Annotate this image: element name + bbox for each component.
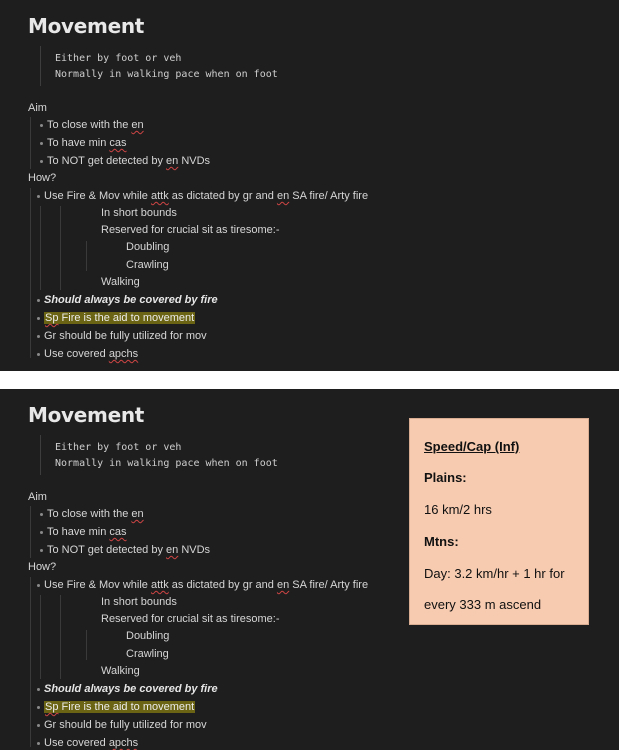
list-item[interactable]: To have min cas [47, 137, 127, 149]
aim-heading: Aim [28, 491, 47, 503]
sub-item[interactable]: Reserved for crucial sit as tiresome:- [101, 613, 280, 625]
bullet-dot [37, 353, 40, 356]
sub-sub-item[interactable]: Crawling [126, 648, 169, 660]
indent-guide [86, 630, 87, 660]
sub-sub-item[interactable]: Doubling [126, 630, 170, 642]
list-item[interactable]: Sp Fire is the aid to movement [45, 312, 195, 324]
list-item[interactable]: Gr should be fully utilized for mov [44, 719, 207, 731]
bullet-dot [37, 706, 40, 709]
list-item[interactable]: Use Fire & Mov while attk as dictated by gr and en SA fire/ Arty fire [44, 579, 369, 591]
list-item[interactable]: Sp Fire is the aid to movement [45, 701, 195, 713]
indent-guide [40, 206, 41, 290]
sub-item[interactable]: Reserved for crucial sit as tiresome:- [101, 224, 280, 236]
list-item[interactable]: Use Fire & Mov while attk as dictated by gr and en SA fire/ Arty fire [44, 190, 369, 202]
sub-item[interactable]: In short bounds [101, 207, 177, 219]
sub-sub-item[interactable]: Doubling [126, 241, 170, 253]
list-item[interactable]: To close with the en [47, 508, 144, 520]
list-item[interactable]: To NOT get detected by en NVDs [47, 544, 211, 556]
how-heading: How? [28, 172, 57, 184]
bullet-dot [40, 160, 43, 163]
code-block-rule [40, 46, 41, 86]
mtns-label: Mtns: [424, 534, 459, 549]
list-item[interactable]: Gr should be fully utilized for mov [44, 330, 207, 342]
page-title: Movement [28, 14, 145, 38]
bullet-dot [37, 335, 40, 338]
sub-item[interactable]: Walking [101, 276, 140, 288]
list-item[interactable]: Should always be covered by fire [44, 294, 218, 306]
list-item[interactable]: Use covered apchs [44, 348, 139, 360]
indent-guide [30, 506, 31, 558]
list-item[interactable]: Should always be covered by fire [44, 683, 218, 695]
sub-item[interactable]: Walking [101, 665, 140, 677]
indent-guide [30, 117, 31, 169]
bullet-dot [37, 724, 40, 727]
page-title: Movement [28, 403, 145, 427]
bullet-dot [37, 195, 40, 198]
speed-cap-note[interactable] [409, 418, 589, 625]
code-line: Normally in walking pace when on foot [55, 69, 278, 80]
mtns-value: every 333 m ascend [424, 597, 542, 612]
bullet-dot [37, 299, 40, 302]
bullet-dot [40, 531, 43, 534]
indent-guide [30, 577, 31, 747]
bullet-dot [40, 124, 43, 127]
bullet-dot [37, 584, 40, 587]
indent-guide [40, 595, 41, 679]
code-line: Either by foot or veh [55, 442, 182, 453]
screenshot-divider [0, 371, 619, 389]
bullet-dot [40, 513, 43, 516]
note-heading: Speed/Cap (Inf) [424, 439, 520, 454]
indent-guide [30, 188, 31, 358]
aim-heading: Aim [28, 102, 47, 114]
how-heading: How? [28, 561, 57, 573]
list-item[interactable]: Use covered apchs [44, 737, 139, 749]
plains-value: 16 km/2 hrs [424, 502, 492, 517]
indent-guide [60, 206, 61, 290]
bullet-dot [37, 317, 40, 320]
bullet-dot [40, 142, 43, 145]
mtns-value: Day: 3.2 km/hr + 1 hr for [424, 566, 565, 581]
plains-label: Plains: [424, 470, 467, 485]
sub-item[interactable]: In short bounds [101, 596, 177, 608]
indent-guide [86, 241, 87, 271]
note-view-top [0, 0, 619, 371]
code-line: Either by foot or veh [55, 53, 182, 64]
list-item[interactable]: To have min cas [47, 526, 127, 538]
list-item[interactable]: To close with the en [47, 119, 144, 131]
code-block-rule [40, 435, 41, 475]
bullet-dot [40, 549, 43, 552]
list-item[interactable]: To NOT get detected by en NVDs [47, 155, 211, 167]
code-line: Normally in walking pace when on foot [55, 458, 278, 469]
bullet-dot [37, 688, 40, 691]
sub-sub-item[interactable]: Crawling [126, 259, 169, 271]
bullet-dot [37, 742, 40, 745]
indent-guide [60, 595, 61, 679]
